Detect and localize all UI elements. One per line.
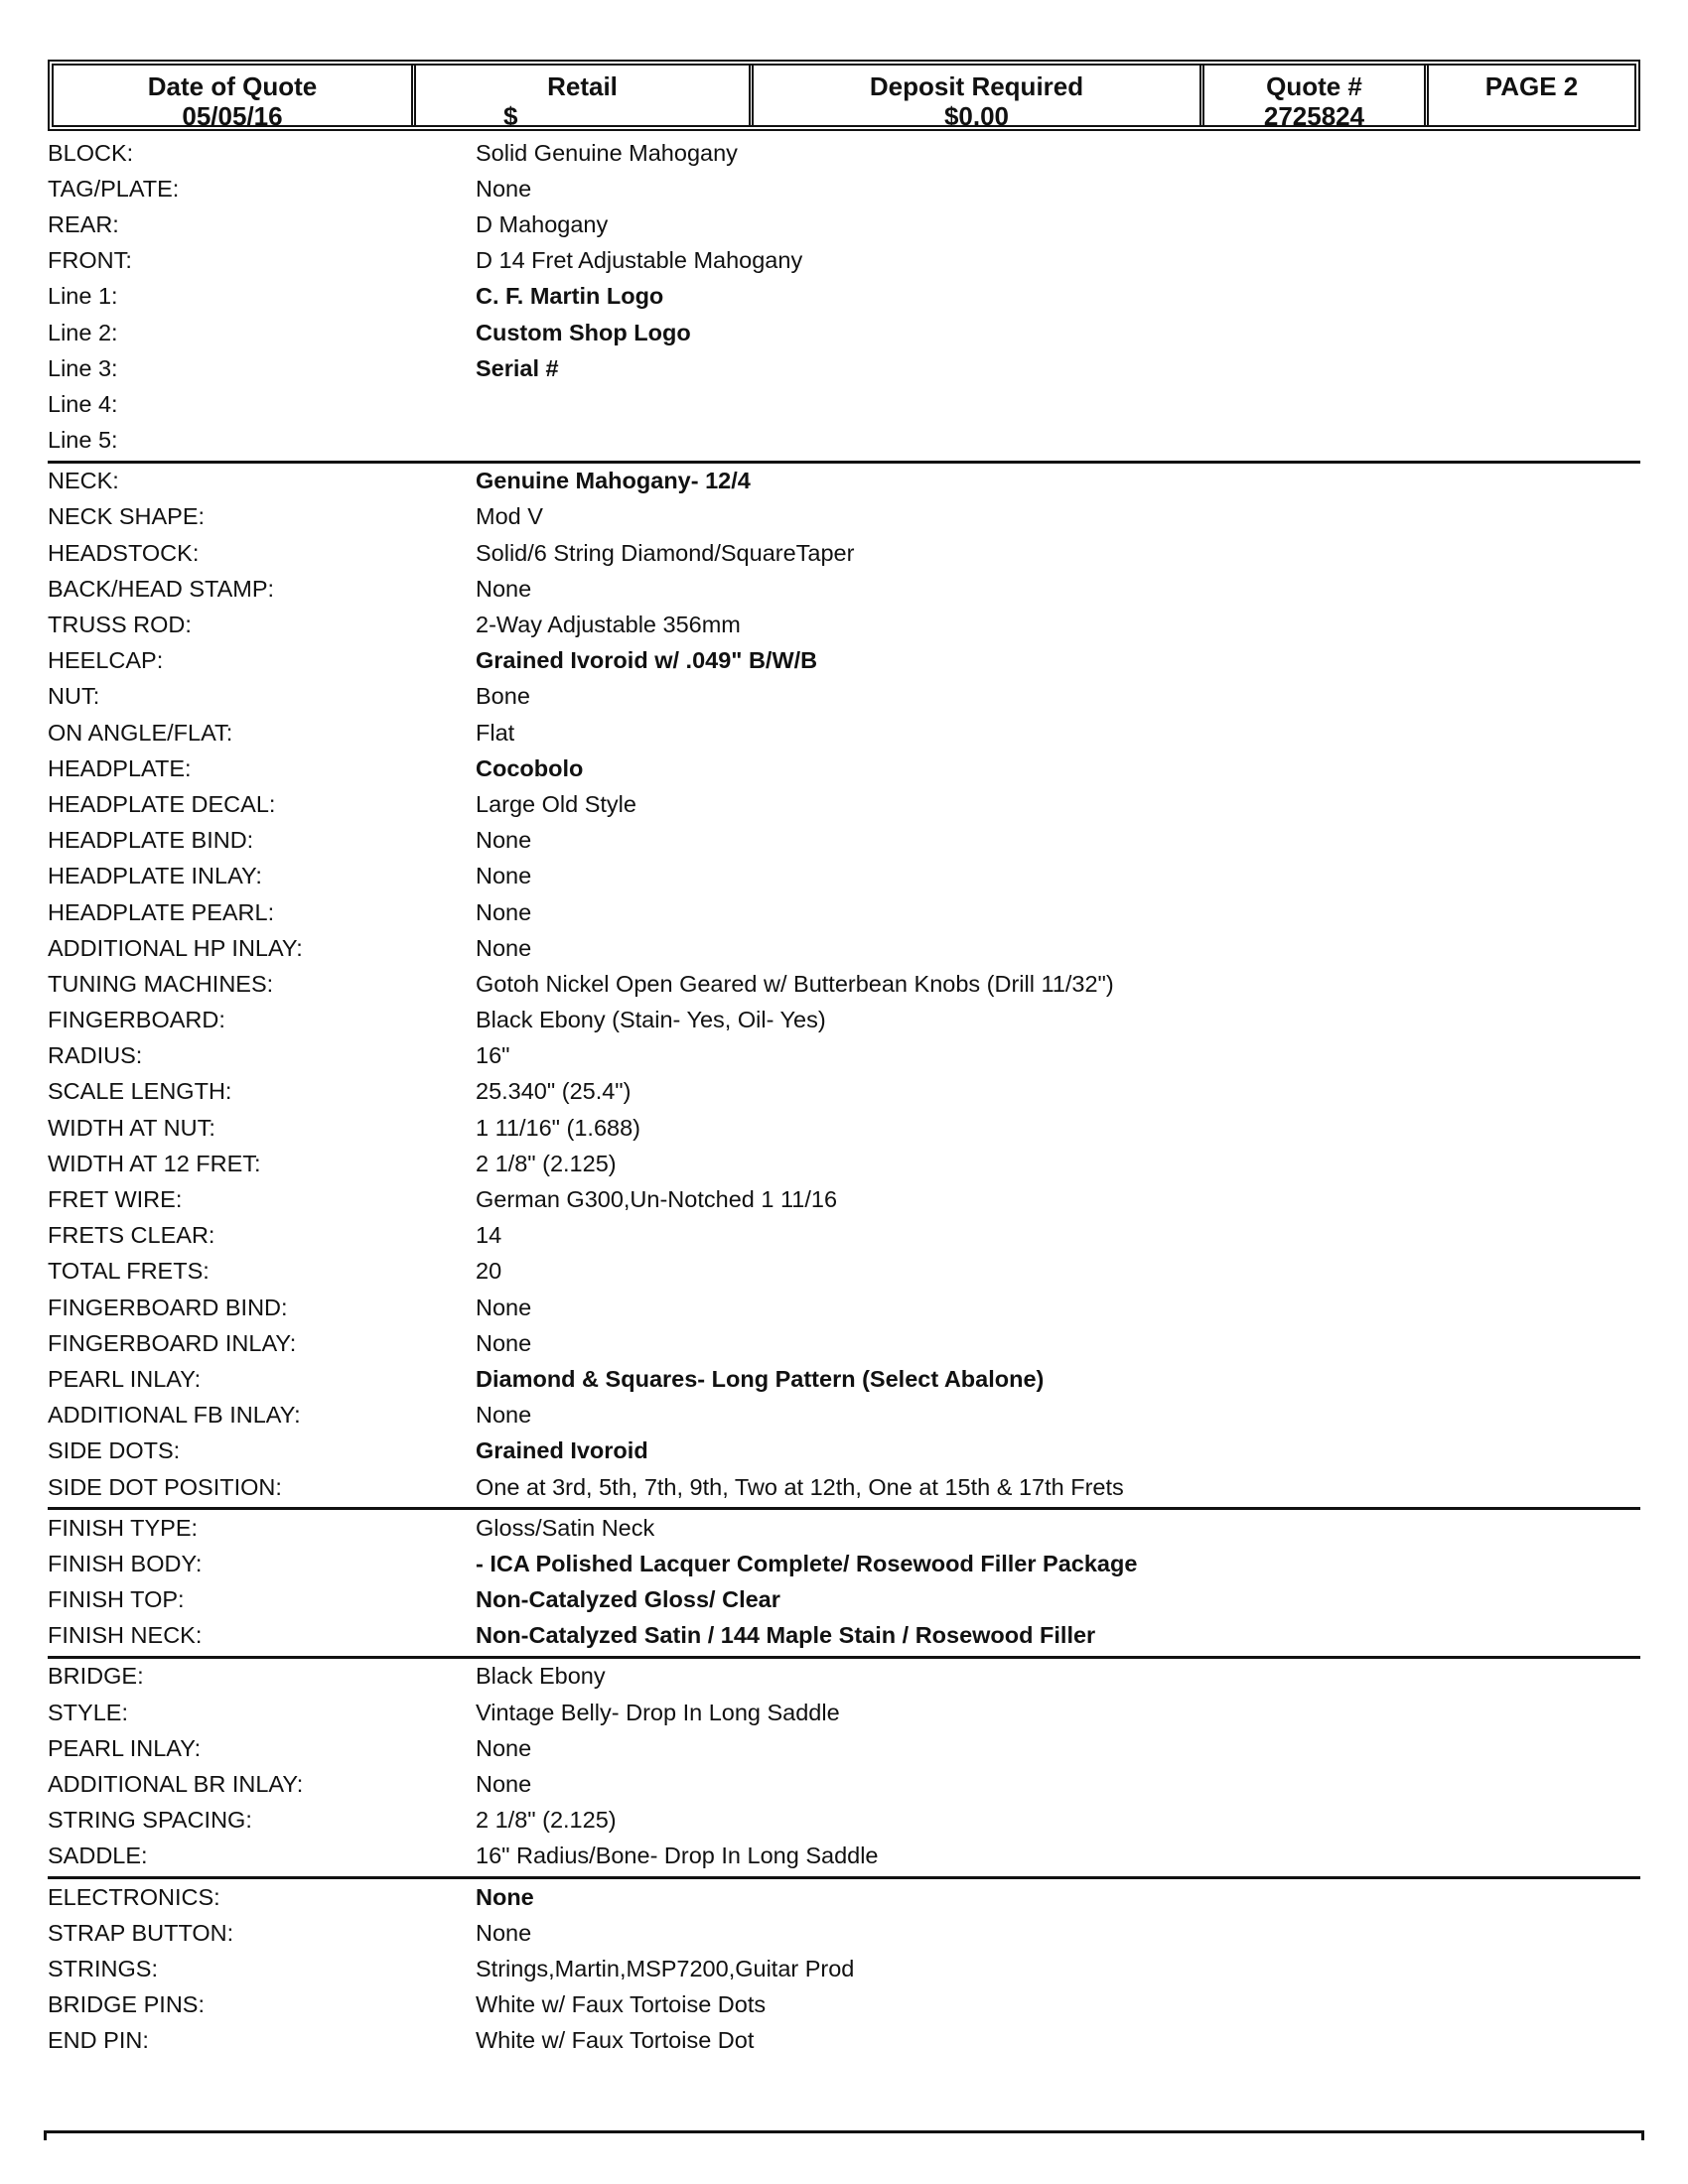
spec-row [48, 930, 1640, 966]
spec-label: BLOCK: [48, 139, 134, 166]
spec-label: FINISH TYPE: [48, 1514, 199, 1541]
spec-section [48, 1510, 1640, 1659]
spec-label: SCALE LENGTH: [48, 1078, 232, 1105]
spec-label: ELECTRONICS: [48, 1883, 220, 1910]
spec-label: FRETS CLEAR: [48, 1222, 215, 1249]
spec-value: Black Ebony [476, 1663, 606, 1690]
spec-row [48, 607, 1640, 642]
retail-label: Retail [547, 71, 618, 101]
spec-row [48, 1361, 1640, 1397]
spec-value: 16" Radius/Bone- Drop In Long Saddle [476, 1843, 879, 1869]
spec-value: None [476, 827, 532, 854]
spec-row [48, 1038, 1640, 1074]
spec-value: - ICA Polished Lacquer Complete/ Rosewood Filler Package [476, 1550, 1138, 1576]
spec-row [48, 1218, 1640, 1254]
footer-rule-right-tick [1641, 2130, 1644, 2140]
spec-label: NUT: [48, 683, 100, 710]
spec-row [48, 1951, 1640, 1986]
spec-label: PEARL INLAY: [48, 1734, 202, 1761]
spec-value: None [476, 1734, 532, 1761]
spec-row [48, 1433, 1640, 1469]
spec-row [48, 1510, 1640, 1546]
spec-row [48, 350, 1640, 386]
spec-label: TUNING MACHINES: [48, 970, 274, 997]
spec-row [48, 243, 1640, 279]
spec-value: 2 1/8" (2.125) [476, 1807, 617, 1834]
spec-sections [48, 135, 1640, 2061]
spec-section [48, 1659, 1640, 1879]
spec-label: END PIN: [48, 2027, 149, 2054]
spec-value: German G300,Un-Notched 1 11/16 [476, 1186, 838, 1213]
spec-value: None [476, 575, 532, 602]
spec-value: Mod V [476, 503, 543, 530]
spec-row [48, 1146, 1640, 1181]
deposit-value: $0.00 [943, 101, 1010, 131]
spec-label: ADDITIONAL FB INLAY: [48, 1402, 301, 1429]
footer-rule [44, 2130, 1644, 2133]
spec-value: Strings,Martin,MSP7200,Guitar Prod [476, 1955, 855, 1981]
spec-value: None [476, 863, 532, 889]
spec-value: Gotoh Nickel Open Geared w/ Butterbean Knobs (Drill 11/32") [476, 970, 1114, 997]
spec-value: None [476, 898, 532, 925]
page-number-cell [1429, 66, 1634, 125]
spec-row [48, 1181, 1640, 1217]
spec-label: Line 2: [48, 319, 118, 345]
spec-label: FINISH NECK: [48, 1622, 203, 1649]
spec-value: None [476, 934, 532, 961]
spec-value: Solid/6 String Diamond/SquareTaper [476, 539, 855, 566]
spec-section [48, 135, 1640, 464]
spec-value: C. F. Martin Logo [476, 283, 664, 310]
spec-value: Bone [476, 683, 530, 710]
spec-value: None [476, 175, 532, 202]
spec-row [48, 1110, 1640, 1146]
spec-row [48, 966, 1640, 1002]
spec-value: Large Old Style [476, 790, 636, 817]
date-of-quote-value: 05/05/16 [182, 101, 283, 131]
quote-number-value: 2725824 [1263, 101, 1365, 131]
spec-label: NECK SHAPE: [48, 503, 206, 530]
spec-value: Non-Catalyzed Gloss/ Clear [476, 1586, 780, 1613]
spec-row [48, 1325, 1640, 1361]
spec-row [48, 135, 1640, 171]
spec-value: 1 11/16" (1.688) [476, 1114, 640, 1141]
spec-value: Black Ebony (Stain- Yes, Oil- Yes) [476, 1007, 826, 1033]
spec-row [48, 1915, 1640, 1951]
spec-row [48, 823, 1640, 859]
spec-label: HEADPLATE PEARL: [48, 898, 275, 925]
spec-row [48, 715, 1640, 751]
spec-row [48, 279, 1640, 315]
retail-cell [416, 66, 754, 131]
spec-label: RADIUS: [48, 1042, 143, 1069]
spec-row [48, 499, 1640, 535]
spec-value: White w/ Faux Tortoise Dot [476, 2027, 755, 2054]
spec-label: TRUSS ROD: [48, 612, 192, 638]
footer-rule-left-tick [44, 2130, 47, 2140]
spec-row [48, 1879, 1640, 1915]
spec-label: HEADPLATE INLAY: [48, 863, 262, 889]
spec-row [48, 171, 1640, 206]
spec-label: ON ANGLE/FLAT: [48, 719, 233, 746]
spec-row [48, 1695, 1640, 1730]
spec-row [48, 643, 1640, 679]
spec-row [48, 2023, 1640, 2059]
spec-label: BRIDGE PINS: [48, 1991, 206, 2018]
spec-row [48, 423, 1640, 459]
spec-row [48, 894, 1640, 930]
spec-label: WIDTH AT NUT: [48, 1114, 215, 1141]
spec-value: None [476, 1771, 532, 1798]
spec-label: FINGERBOARD BIND: [48, 1294, 288, 1320]
spec-row [48, 386, 1640, 422]
spec-section [48, 1879, 1640, 2061]
spec-label: HEELCAP: [48, 647, 164, 674]
spec-value: 2 1/8" (2.125) [476, 1150, 617, 1176]
spec-value: White w/ Faux Tortoise Dots [476, 1991, 767, 2018]
spec-row [48, 1659, 1640, 1695]
quote-number-cell [1204, 66, 1429, 131]
quote-page [48, 60, 1640, 2061]
quote-number-label: Quote # [1266, 71, 1362, 101]
spec-label: ADDITIONAL BR INLAY: [48, 1771, 304, 1798]
spec-row [48, 1730, 1640, 1766]
spec-row [48, 1290, 1640, 1325]
deposit-label: Deposit Required [869, 71, 1084, 101]
spec-value: None [476, 1329, 532, 1356]
spec-value: Grained Ivoroid [476, 1437, 648, 1464]
spec-row [48, 786, 1640, 822]
spec-row [48, 206, 1640, 242]
spec-label: SIDE DOTS: [48, 1437, 181, 1464]
spec-label: SIDE DOT POSITION: [48, 1473, 282, 1500]
spec-row [48, 1003, 1640, 1038]
spec-label: STRINGS: [48, 1955, 158, 1981]
spec-value: None [476, 1919, 532, 1946]
date-of-quote-cell [54, 66, 416, 131]
spec-row [48, 1803, 1640, 1839]
spec-value: None [476, 1294, 532, 1320]
spec-label: Line 1: [48, 283, 118, 310]
spec-value: None [476, 1883, 534, 1910]
retail-value: $ [503, 101, 518, 131]
spec-label: ADDITIONAL HP INLAY: [48, 934, 303, 961]
spec-row [48, 1469, 1640, 1505]
spec-label: STRAP BUTTON: [48, 1919, 234, 1946]
spec-section [48, 464, 1640, 1510]
spec-label: HEADPLATE BIND: [48, 827, 254, 854]
spec-label: NECK: [48, 468, 119, 494]
spec-value: Solid Genuine Mahogany [476, 139, 738, 166]
spec-label: Line 3: [48, 354, 118, 381]
spec-label: Line 5: [48, 427, 118, 454]
spec-label: FINGERBOARD INLAY: [48, 1329, 297, 1356]
spec-value: One at 3rd, 5th, 7th, 9th, Two at 12th, One at 15th & 17th Frets [476, 1473, 1124, 1500]
spec-label: WIDTH AT 12 FRET: [48, 1150, 261, 1176]
spec-value: Custom Shop Logo [476, 319, 691, 345]
spec-value: Genuine Mahogany- 12/4 [476, 468, 751, 494]
spec-label: HEADSTOCK: [48, 539, 200, 566]
spec-row [48, 1254, 1640, 1290]
spec-label: STRING SPACING: [48, 1807, 252, 1834]
page-number-label: PAGE 2 [1484, 71, 1579, 101]
spec-value: None [476, 1402, 532, 1429]
spec-row [48, 1546, 1640, 1581]
spec-label: TOTAL FRETS: [48, 1258, 210, 1285]
spec-row [48, 571, 1640, 607]
spec-label: STYLE: [48, 1699, 128, 1725]
spec-row [48, 1618, 1640, 1654]
spec-label: HEADPLATE DECAL: [48, 790, 276, 817]
spec-value: D Mahogany [476, 210, 609, 237]
spec-value: 16" [476, 1042, 510, 1069]
spec-value: 14 [476, 1222, 502, 1249]
spec-value: 25.340" (25.4") [476, 1078, 632, 1105]
spec-row [48, 679, 1640, 715]
spec-value: Cocobolo [476, 754, 584, 781]
spec-row [48, 535, 1640, 571]
spec-row [48, 1582, 1640, 1618]
spec-value: Grained Ivoroid w/ .049" B/W/B [476, 647, 818, 674]
spec-row [48, 1074, 1640, 1110]
spec-value: Vintage Belly- Drop In Long Saddle [476, 1699, 840, 1725]
quote-header-table [48, 60, 1640, 131]
spec-label: FINISH BODY: [48, 1550, 203, 1576]
spec-value: Diamond & Squares- Long Pattern (Select Abalone) [476, 1365, 1045, 1392]
spec-value: Flat [476, 719, 515, 746]
spec-value: 20 [476, 1258, 502, 1285]
spec-value: Non-Catalyzed Satin / 144 Maple Stain / Rosewood Filler [476, 1622, 1096, 1649]
spec-label: FRET WIRE: [48, 1186, 183, 1213]
spec-label: TAG/PLATE: [48, 175, 180, 202]
spec-value: D 14 Fret Adjustable Mahogany [476, 247, 803, 274]
spec-label: Line 4: [48, 390, 118, 417]
spec-row [48, 751, 1640, 786]
spec-row [48, 1766, 1640, 1802]
spec-value: Gloss/Satin Neck [476, 1514, 655, 1541]
spec-label: FRONT: [48, 247, 132, 274]
spec-row [48, 315, 1640, 350]
spec-row [48, 859, 1640, 894]
spec-label: HEADPLATE: [48, 754, 192, 781]
spec-row [48, 1839, 1640, 1874]
spec-label: REAR: [48, 210, 119, 237]
spec-label: SADDLE: [48, 1843, 148, 1869]
spec-row [48, 464, 1640, 499]
date-of-quote-label: Date of Quote [147, 71, 318, 101]
deposit-cell [754, 66, 1204, 131]
spec-value: 2-Way Adjustable 356mm [476, 612, 741, 638]
spec-label: FINGERBOARD: [48, 1007, 225, 1033]
spec-value: Serial # [476, 354, 559, 381]
spec-row [48, 1987, 1640, 2023]
spec-label: BACK/HEAD STAMP: [48, 575, 275, 602]
spec-label: BRIDGE: [48, 1663, 144, 1690]
spec-label: PEARL INLAY: [48, 1365, 202, 1392]
spec-row [48, 1398, 1640, 1433]
spec-label: FINISH TOP: [48, 1586, 185, 1613]
